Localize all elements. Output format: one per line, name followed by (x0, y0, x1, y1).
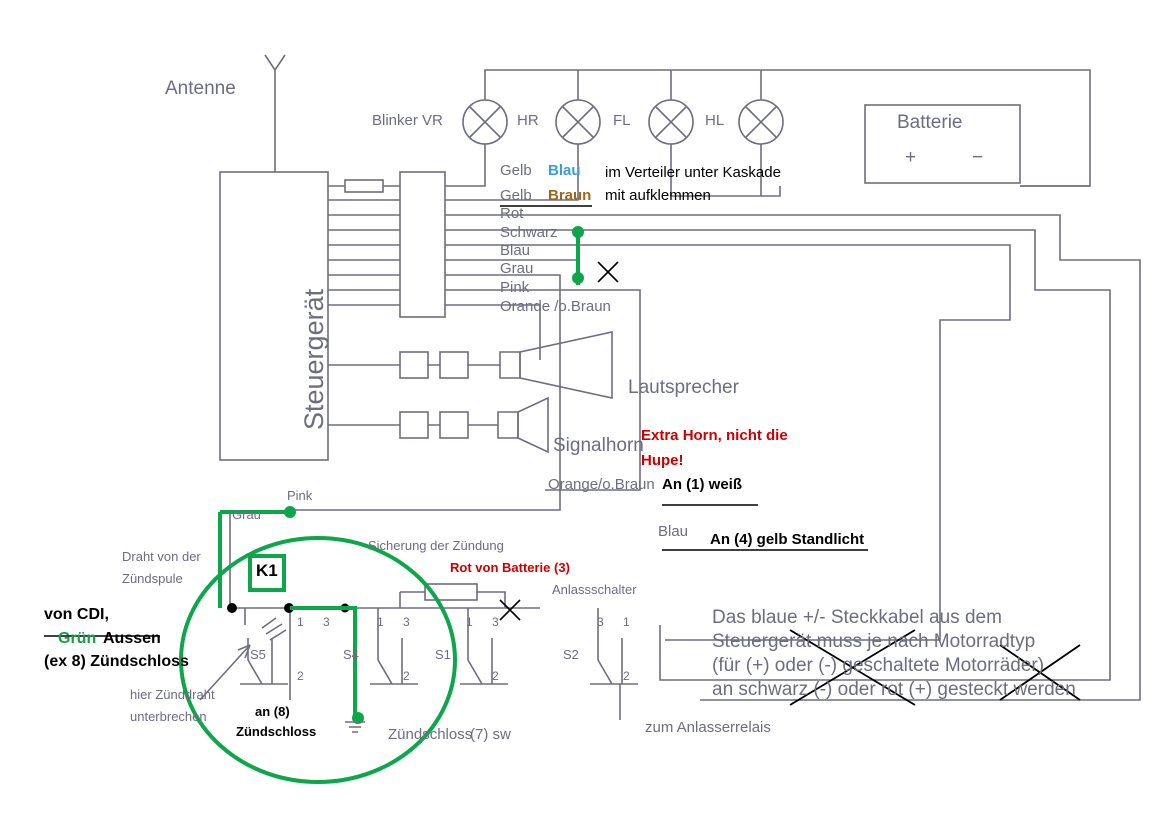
speaker-conn-a2 (440, 352, 468, 378)
label-rot-von-batterie: Rot von Batterie (3) (450, 560, 570, 575)
switch-s5-label: S5 (250, 647, 266, 662)
wire-label-blau-1: Blau (548, 162, 581, 179)
green-circle-highlight (181, 538, 455, 782)
ground-symbol (345, 722, 365, 732)
wire-label-gelb-2: Gelb (500, 187, 532, 204)
horn-body-1 (498, 412, 518, 438)
hl-label: HL (705, 112, 725, 129)
label-hier-zuenddraht: hier Zünddraht (130, 687, 215, 702)
antenna-symbol (265, 55, 285, 100)
note-blue-cable-l1: Das blaue +/- Steckkabel aus dem (712, 607, 1002, 628)
speaker-conn-b2 (440, 412, 468, 438)
switch-s4-t2: 2 (403, 669, 410, 683)
wire-label-rot: Rot (500, 205, 524, 222)
lamp-x-2 (563, 107, 593, 137)
note-kaskade-line1: im Verteiler unter Kaskade (605, 164, 781, 181)
switch-s1-t3: 3 (492, 615, 499, 629)
switch-s1-label: S1 (435, 647, 451, 662)
switch-s4-label: S4 (343, 647, 359, 662)
x-mark-grey (598, 262, 618, 282)
label-grau-lower: Grau (232, 507, 261, 522)
label-draht-von-der: Draht von der (122, 549, 201, 564)
label-pink-lower: Pink (287, 488, 313, 503)
x-mark-fuse (500, 600, 520, 620)
wire-label-schwarz: Schwarz (500, 224, 558, 241)
switch-s2-t1: 1 (623, 615, 630, 629)
note-an4-standlicht: An (4) gelb Standlicht (710, 531, 865, 548)
switch-s5-t3: 3 (323, 615, 330, 629)
wire-label-braun: Braun (548, 187, 592, 204)
wire-label-gelb-1: Gelb (500, 162, 532, 179)
note-extra-horn-2: Hupe! (641, 452, 684, 469)
label-zum-anlasserrelais: zum Anlasserrelais (645, 719, 771, 736)
wire-label-orande: Orande /o.Braun (500, 298, 611, 315)
switch-s1-t1: 1 (466, 615, 473, 629)
switch-s4-t1: 1 (377, 615, 384, 629)
lamp-blinker-lead (445, 144, 485, 186)
fuse-block (345, 180, 383, 192)
label-von-cdi: von CDI, (44, 606, 109, 623)
node-left (227, 603, 237, 613)
horn-cone-1 (518, 398, 548, 452)
antenna-label: Antenne (165, 78, 236, 99)
green-node-bottom (572, 272, 584, 284)
switch-s2-t3: 3 (597, 615, 604, 629)
battery-minus: − (972, 147, 984, 168)
wire-label-grau: Grau (500, 260, 534, 277)
relay-k1-label: K1 (256, 561, 278, 580)
connector-block (400, 172, 445, 317)
fl-label: FL (613, 112, 631, 129)
switch-s2-t2: 2 (623, 669, 630, 683)
note-blue-cable-l3: (für (+) oder (-) geschaltete Motorräder) (712, 655, 1045, 676)
label-zuendschloss7-suffix: (7) sw (470, 726, 511, 743)
note-kaskade-line2: mit aufklemmen (605, 187, 711, 204)
speaker-label: Lautsprecher (628, 377, 739, 398)
note-blue-cable-l4: an schwarz (-) oder rot (+) gesteckt werden (712, 679, 1076, 700)
switch-s4-t3: 3 (403, 615, 410, 629)
label-zuendschloss7: Zündschloss (388, 726, 473, 743)
label-zuendschloss-an8: Zündschloss (236, 724, 317, 739)
speaker-feeds (328, 365, 400, 425)
green-node-pink (284, 506, 296, 518)
orange-wire-path (445, 290, 640, 490)
controller-connector-wires (328, 200, 400, 305)
speaker-body-1 (500, 352, 520, 378)
label-sicherung: Sicherung der Zündung (368, 538, 504, 553)
note-blue-cable-l2: Steuergerät muss je nach Motorradtyp (712, 631, 1036, 652)
switch-s2-label: S2 (563, 647, 579, 662)
wire-label-pink: Pink (500, 279, 530, 296)
blinker-vr-label: Blinker VR (372, 112, 443, 129)
switch-s5-t1: 1 (297, 615, 304, 629)
lamp-x-1 (470, 107, 500, 137)
controller-label: Steuergerät (299, 288, 329, 430)
speaker-cone-1 (520, 332, 612, 398)
note-an1-weiss: An (1) weiß (662, 476, 743, 493)
green-node-top (572, 226, 584, 238)
note-orange-braun: Orange/o.Braun (548, 476, 655, 493)
battery-plus: + (905, 147, 917, 168)
hr-label: HR (517, 112, 539, 129)
label-an8: an (8) (255, 704, 290, 719)
label-unterbrechen: unterbrechen (130, 709, 207, 724)
label-aussen: Aussen (103, 630, 161, 647)
lamp-x-3 (656, 107, 686, 137)
label-gruen: Grün (58, 630, 97, 647)
wire-label-blau-2: Blau (500, 242, 531, 259)
switch-s5-t2: 2 (297, 669, 304, 683)
lamp-x-4 (746, 107, 776, 137)
label-anlassschalter: Anlassschalter (552, 582, 637, 597)
spark-marks (262, 618, 286, 640)
signalhorn-label: Signalhorn (553, 435, 644, 456)
speaker-conn-a1 (400, 352, 428, 378)
note-blau: Blau (658, 523, 689, 540)
battery-label: Batterie (897, 112, 963, 133)
label-zuendspule: Zündspule (122, 571, 183, 586)
note-extra-horn-1: Extra Horn, nicht die (641, 427, 788, 444)
label-ex8-zuendschloss: (ex 8) Zündschloss (44, 653, 189, 670)
switch-s1-t2: 2 (492, 669, 499, 683)
